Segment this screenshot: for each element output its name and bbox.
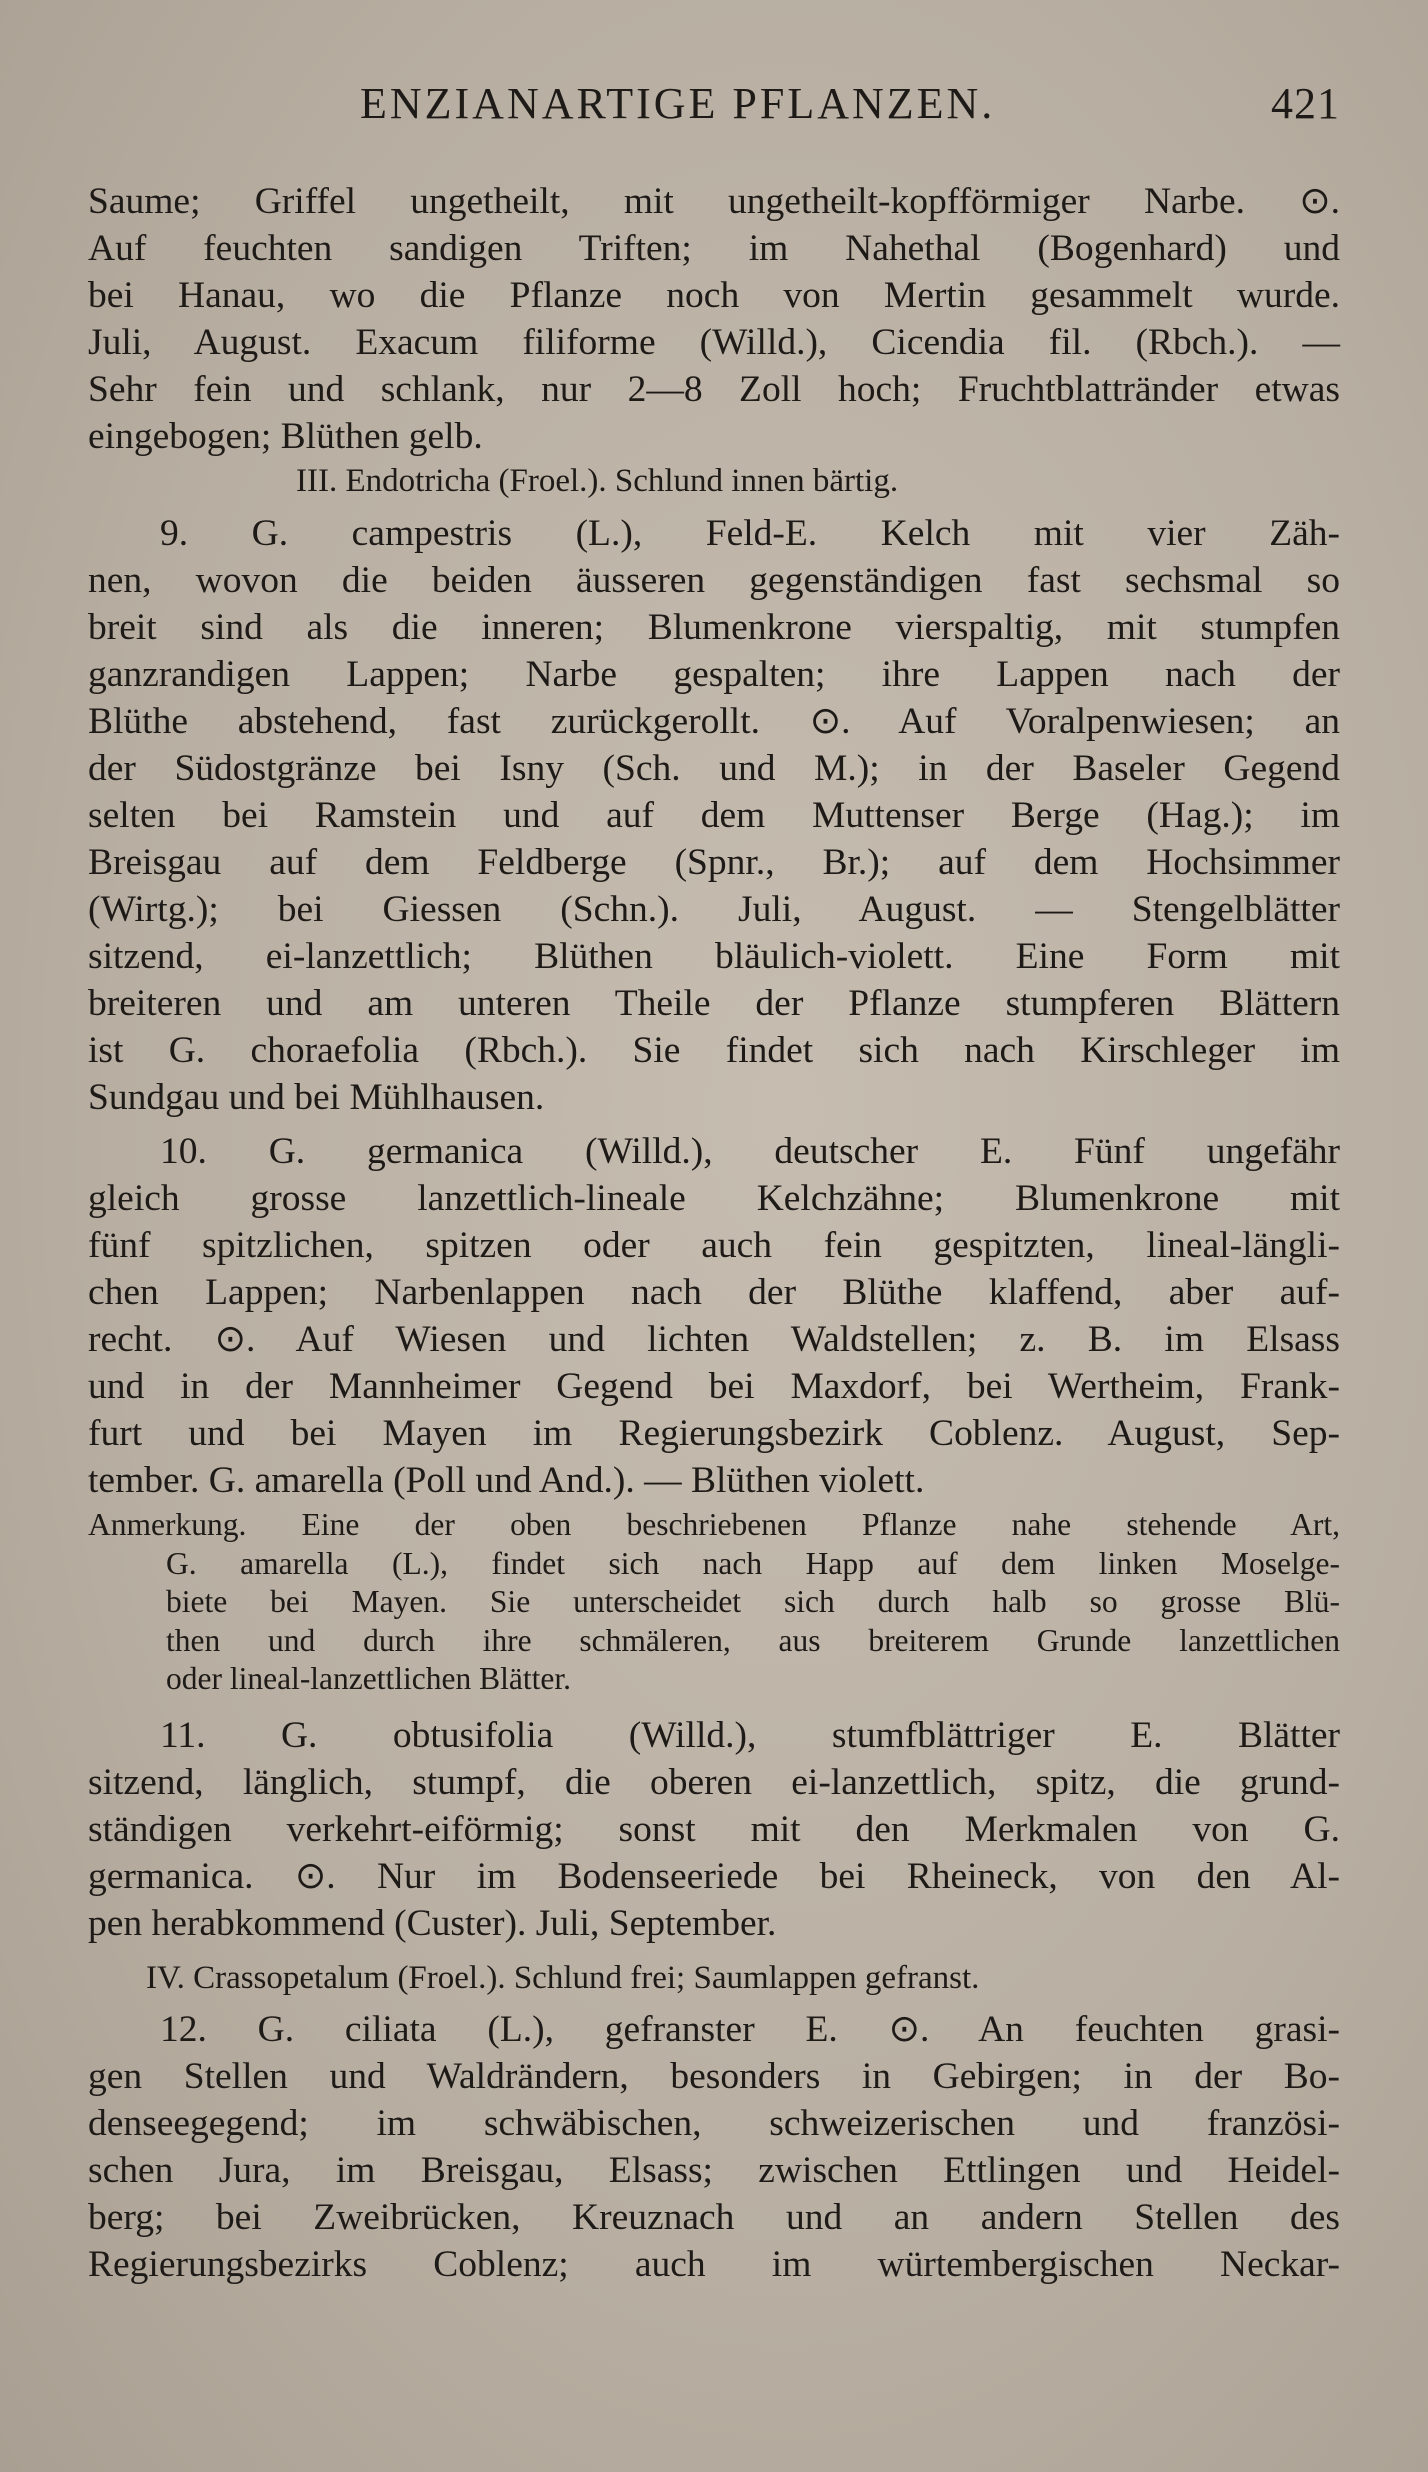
text-line: ständigen verkehrt-eiförmig; sonst mit den Merkmalen von G.	[88, 1809, 1340, 1850]
running-header	[90, 78, 1340, 138]
note-line: Anmerkung. Eine der oben beschriebenen Pflanze nahe stehende Art,	[88, 1507, 1340, 1542]
text-line: furt und bei Mayen im Regierungsbezirk Coblenz. August, Sep-	[88, 1413, 1340, 1454]
text-line: Blüthe abstehend, fast zurückgerollt. ⊙. Auf Voralpenwiesen; an	[88, 701, 1340, 742]
text-line: nen, wovon die beiden äusseren gegenständigen fast sechsmal so	[88, 560, 1340, 601]
section-heading-crassopetalum: IV. Crassopetalum (Froel.). Schlund frei; Saumlappen gefranst.	[146, 1960, 980, 1996]
text-line: germanica. ⊙. Nur im Bodenseeriede bei Rheineck, von den Al-	[88, 1856, 1340, 1897]
text-line: bei Hanau, wo die Pflanze noch von Mertin gesammelt wurde.	[88, 275, 1340, 316]
text-line: gen Stellen und Waldrändern, besonders in Gebirgen; in der Bo-	[88, 2056, 1340, 2097]
species-11-obtusifolia	[88, 1712, 1340, 1947]
text-line: 12. G. ciliata (L.), gefranster E. ⊙. An feuchten grasi-	[160, 2009, 1340, 2050]
text-line: 11. G. obtusifolia (Willd.), stumfblättriger E. Blätter	[160, 1715, 1340, 1756]
note-line: G. amarella (L.), findet sich nach Happ auf dem linken Moselge-	[166, 1545, 1340, 1581]
text-line: sitzend, länglich, stumpf, die oberen ei-lanzettlich, spitz, die grund-	[88, 1762, 1340, 1803]
note-line: biete bei Mayen. Sie unterscheidet sich durch halb so grosse Blü-	[166, 1584, 1340, 1619]
text-line: ist G. choraefolia (Rbch.). Sie findet sich nach Kirschleger im	[88, 1030, 1340, 1071]
text-line: Saume; Griffel ungetheilt, mit ungetheilt-kopfförmiger Narbe. ⊙.	[88, 181, 1340, 222]
text-line: Regierungsbezirks Coblenz; auch im würtembergischen Neckar-	[88, 2244, 1340, 2285]
text-line: Auf feuchten sandigen Triften; im Nahethal (Bogenhard) und	[88, 228, 1340, 269]
species-10-germanica	[88, 1128, 1340, 1504]
text-line: selten bei Ramstein und auf dem Muttenser Berge (Hag.); im	[88, 795, 1340, 836]
text-line: (Wirtg.); bei Giessen (Schn.). Juli, August. — Stengelblätter	[88, 889, 1340, 930]
text-line: Breisgau auf dem Feldberge (Spnr., Br.); auf dem Hochsimmer	[88, 842, 1340, 883]
header-title: ENZIANARTIGE PFLANZEN.	[360, 79, 996, 128]
text-line: 9. G. campestris (L.), Feld-E. Kelch mit vier Zäh-	[160, 513, 1340, 554]
text-line: eingebogen; Blüthen gelb.	[88, 416, 483, 457]
text-line: chen Lappen; Narbenlappen nach der Blüthe klaffend, aber auf-	[88, 1272, 1340, 1313]
text-line: fünf spitzlichen, spitzen oder auch fein gespitzten, lineal-längli-	[88, 1225, 1340, 1266]
text-line: 10. G. germanica (Willd.), deutscher E. Fünf ungefähr	[160, 1131, 1340, 1172]
text-line: Sundgau und bei Mühlhausen.	[88, 1077, 545, 1118]
text-line: tember. G. amarella (Poll und And.). — Blüthen violett.	[88, 1460, 925, 1501]
text-line: denseegegend; im schwäbischen, schweizerischen und französi-	[88, 2103, 1340, 2144]
paragraph-continuation	[88, 178, 1340, 460]
text-line: Sehr fein und schlank, nur 2—8 Zoll hoch; Fruchtblattränder etwas	[88, 369, 1340, 410]
text-line: pen herabkommend (Custer). Juli, September.	[88, 1903, 777, 1944]
text-line: recht. ⊙. Auf Wiesen und lichten Waldstellen; z. B. im Elsass	[88, 1319, 1340, 1360]
species-12-ciliata	[88, 2006, 1340, 2288]
text-line: gleich grosse lanzettlich-lineale Kelchzähne; Blumenkrone mit	[88, 1178, 1340, 1219]
text-line: und in der Mannheimer Gegend bei Maxdorf, bei Wertheim, Frank-	[88, 1366, 1340, 1407]
text-line: Juli, August. Exacum filiforme (Willd.), Cicendia fil. (Rbch.). —	[88, 322, 1340, 363]
text-line: sitzend, ei-lanzettlich; Blüthen bläulich-violett. Eine Form mit	[88, 936, 1340, 977]
section-heading-endotricha: III. Endotricha (Froel.). Schlund innen bärtig.	[296, 463, 899, 499]
page-number: 421	[1271, 79, 1340, 128]
note-line: oder lineal-lanzettlichen Blätter.	[166, 1661, 571, 1696]
text-line: ganzrandigen Lappen; Narbe gespalten; ihre Lappen nach der	[88, 654, 1340, 695]
annotation-note	[88, 1506, 1340, 1699]
note-line: then und durch ihre schmäleren, aus breiterem Grunde lanzettlichen	[166, 1622, 1340, 1658]
text-line: breit sind als die inneren; Blumenkrone vierspaltig, mit stumpfen	[88, 607, 1340, 648]
text-line: schen Jura, im Breisgau, Elsass; zwischen Ettlingen und Heidel-	[88, 2150, 1340, 2191]
text-line: der Südostgränze bei Isny (Sch. und M.); in der Baseler Gegend	[88, 748, 1340, 789]
text-line: breiteren und am unteren Theile der Pflanze stumpferen Blättern	[88, 983, 1340, 1024]
text-line: berg; bei Zweibrücken, Kreuznach und an andern Stellen des	[88, 2197, 1340, 2238]
species-9-campestris	[88, 510, 1340, 1121]
